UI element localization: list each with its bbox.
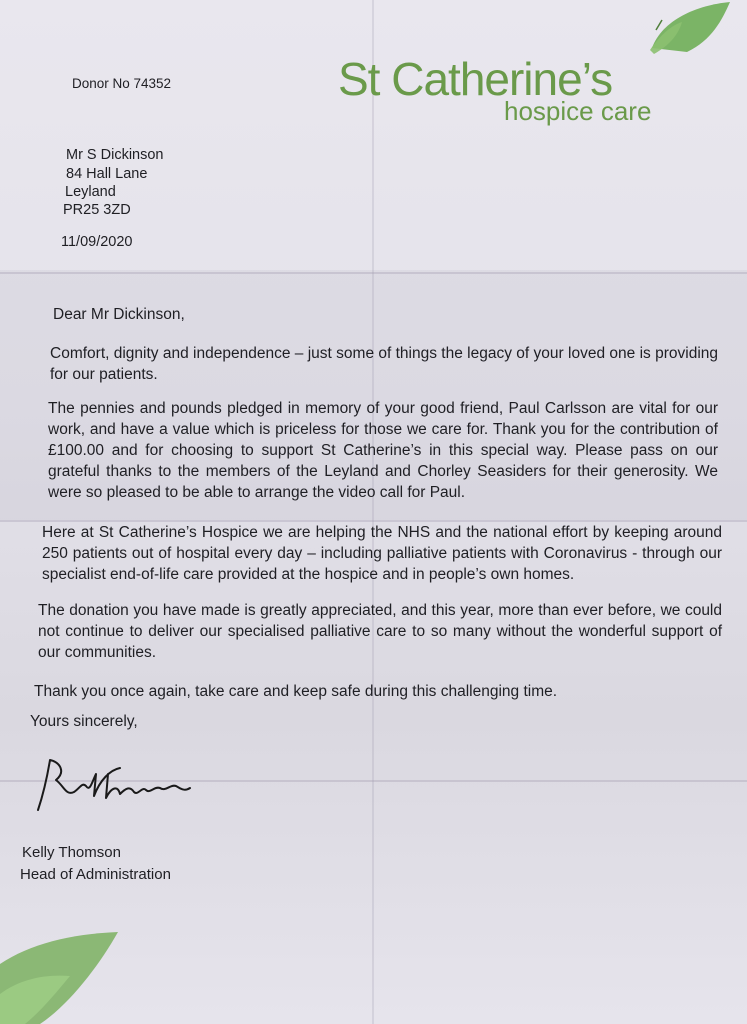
salutation: Dear Mr Dickinson,: [53, 306, 185, 323]
paragraph-4: The donation you have made is greatly appreciated, and this year, more than ever before, we could not continue to deliver our specialised palliative care to so many without the wonderful support of our communities.: [38, 602, 722, 661]
fold-line: [372, 0, 374, 1024]
address-line2: Leyland: [65, 184, 116, 200]
address-postcode: PR25 3ZD: [63, 202, 131, 218]
butterfly-wing-icon: [0, 924, 130, 1024]
closing: Yours sincerely,: [30, 713, 138, 730]
address-name: Mr S Dickinson: [66, 147, 164, 163]
paragraph-5: Thank you once again, take care and keep safe during this challenging time.: [34, 683, 558, 700]
signature: [30, 752, 200, 822]
hospice-logo: [338, 52, 738, 132]
donor-number: Donor No 74352: [72, 76, 172, 91]
logo-title: St Catherine’s: [338, 53, 613, 105]
signer-name: Kelly Thomson: [22, 844, 121, 861]
logo-subtitle: hospice care: [504, 96, 652, 126]
butterfly-icon: [642, 0, 742, 60]
address-line1: 84 Hall Lane: [66, 166, 148, 182]
paragraph-3: Here at St Catherine’s Hospice we are helping the NHS and the national effort by keeping around 250 patients out of hospital every day – including palliative patients with Coronavirus - through our specialist end-of-life care provided at the hospice and in people’s own homes.: [42, 524, 722, 583]
paragraph-1: Comfort, dignity and independence – just some of things the legacy of your loved one is providing for our patients.: [50, 345, 718, 383]
signer-title: Head of Administration: [20, 866, 171, 883]
letter-date: 11/09/2020: [61, 234, 133, 250]
paragraph-2: The pennies and pounds pledged in memory of your good friend, Paul Carlsson are vital for our work, and have a value which is priceless for those we care for. Thank you for the contribution of £100.00 and for choosing to support St Catherine’s in this special way. Please pass on our grateful thanks to the members of the Leyland and Chorley Seasiders for their generosity. We were so pleased to be able to arrange the video call for Paul.: [48, 400, 718, 501]
